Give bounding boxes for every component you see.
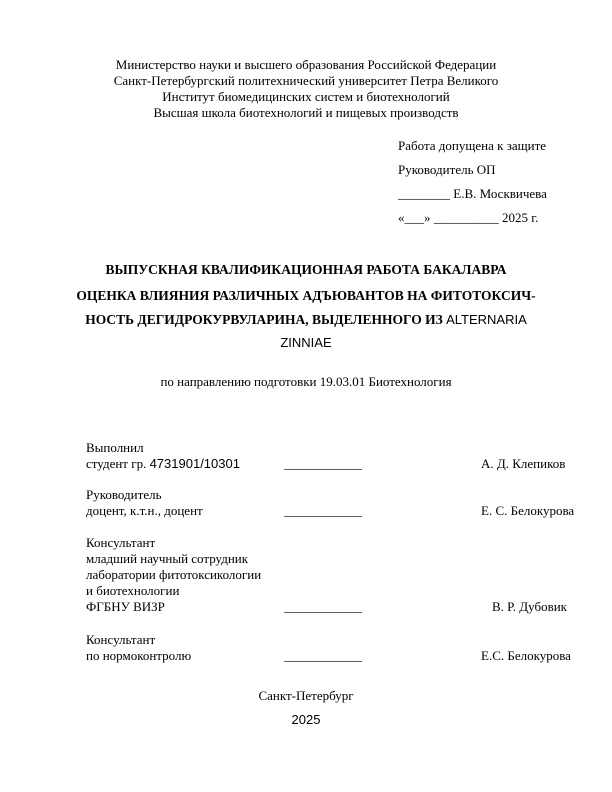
thesis-title-latin-species: ZINNIAE xyxy=(280,335,332,350)
normcontrol-role: Консультант xyxy=(86,632,156,647)
thesis-title-latin-genus: ALTERNARIA xyxy=(446,312,527,327)
student-group xyxy=(86,456,240,472)
student-name: А. Д. Клепиков xyxy=(481,456,566,471)
university-name: Санкт-Петербургский политехнический университет Петра Великого xyxy=(113,73,499,88)
normcontrol-signature-line: ____________ xyxy=(284,648,362,663)
school-name: Высшая школа биотехнологий и пищевых производств xyxy=(153,105,459,120)
consultant-organization: ФГБНУ ВИЗР xyxy=(86,599,165,614)
student-group-prefix: студент гр. xyxy=(86,456,150,471)
student-signature-line: ____________ xyxy=(284,456,362,471)
study-direction: по направлению подготовки 19.03.01 Биотехнология xyxy=(160,374,452,389)
consultant-position: младший научный сотрудник xyxy=(86,551,249,566)
advisor-signature-line: ____________ xyxy=(284,503,362,518)
consultant-lab: лаборатории фитотоксикологии xyxy=(86,567,262,582)
thesis-title-line2-main: НОСТЬ ДЕГИДРОКУРВУЛАРИНА, ВЫДЕЛЕННОГО ИЗ xyxy=(85,312,447,327)
thesis-title-line1: ОЦЕНКА ВЛИЯНИЯ РАЗЛИЧНЫХ АДЪЮВАНТОВ НА ФИТОТОКСИЧ- xyxy=(76,288,536,303)
institute-name: Институт биомедицинских систем и биотехнологий xyxy=(162,89,450,104)
consultant-name: В. Р. Дубовик xyxy=(492,599,567,614)
student-role: Выполнил xyxy=(86,440,144,455)
approval-supervisor-title: Руководитель ОП xyxy=(398,162,496,177)
footer-city: Санкт-Петербург xyxy=(258,688,354,703)
advisor-role: Руководитель xyxy=(86,487,162,502)
ministry-name: Министерство науки и высшего образования Российской Федерации xyxy=(115,57,497,72)
approval-date: «___» __________ 2025 г. xyxy=(398,210,539,225)
normcontrol-detail: по нормоконтролю xyxy=(86,648,192,663)
thesis-title-line3 xyxy=(0,331,612,355)
consultant-lab-cont: и биотехнологии xyxy=(86,583,180,598)
normcontrol-name: Е.С. Белокурова xyxy=(481,648,571,663)
consultant-role: Консультант xyxy=(86,535,156,550)
thesis-title-line2 xyxy=(0,308,612,332)
approval-admitted: Работа допущена к защите xyxy=(398,138,547,153)
advisor-detail: доцент, к.т.н., доцент xyxy=(86,503,203,518)
advisor-name: Е. С. Белокурова xyxy=(481,503,575,518)
consultant-signature-line: ____________ xyxy=(284,599,362,614)
work-type-heading: ВЫПУСКНАЯ КВАЛИФИКАЦИОННАЯ РАБОТА БАКАЛАВРА xyxy=(105,262,507,277)
student-group-number: 4731901/10301 xyxy=(149,456,240,471)
approval-signature: ________ Е.В. Москвичева xyxy=(398,186,547,201)
footer-year: 2025 xyxy=(291,712,321,727)
